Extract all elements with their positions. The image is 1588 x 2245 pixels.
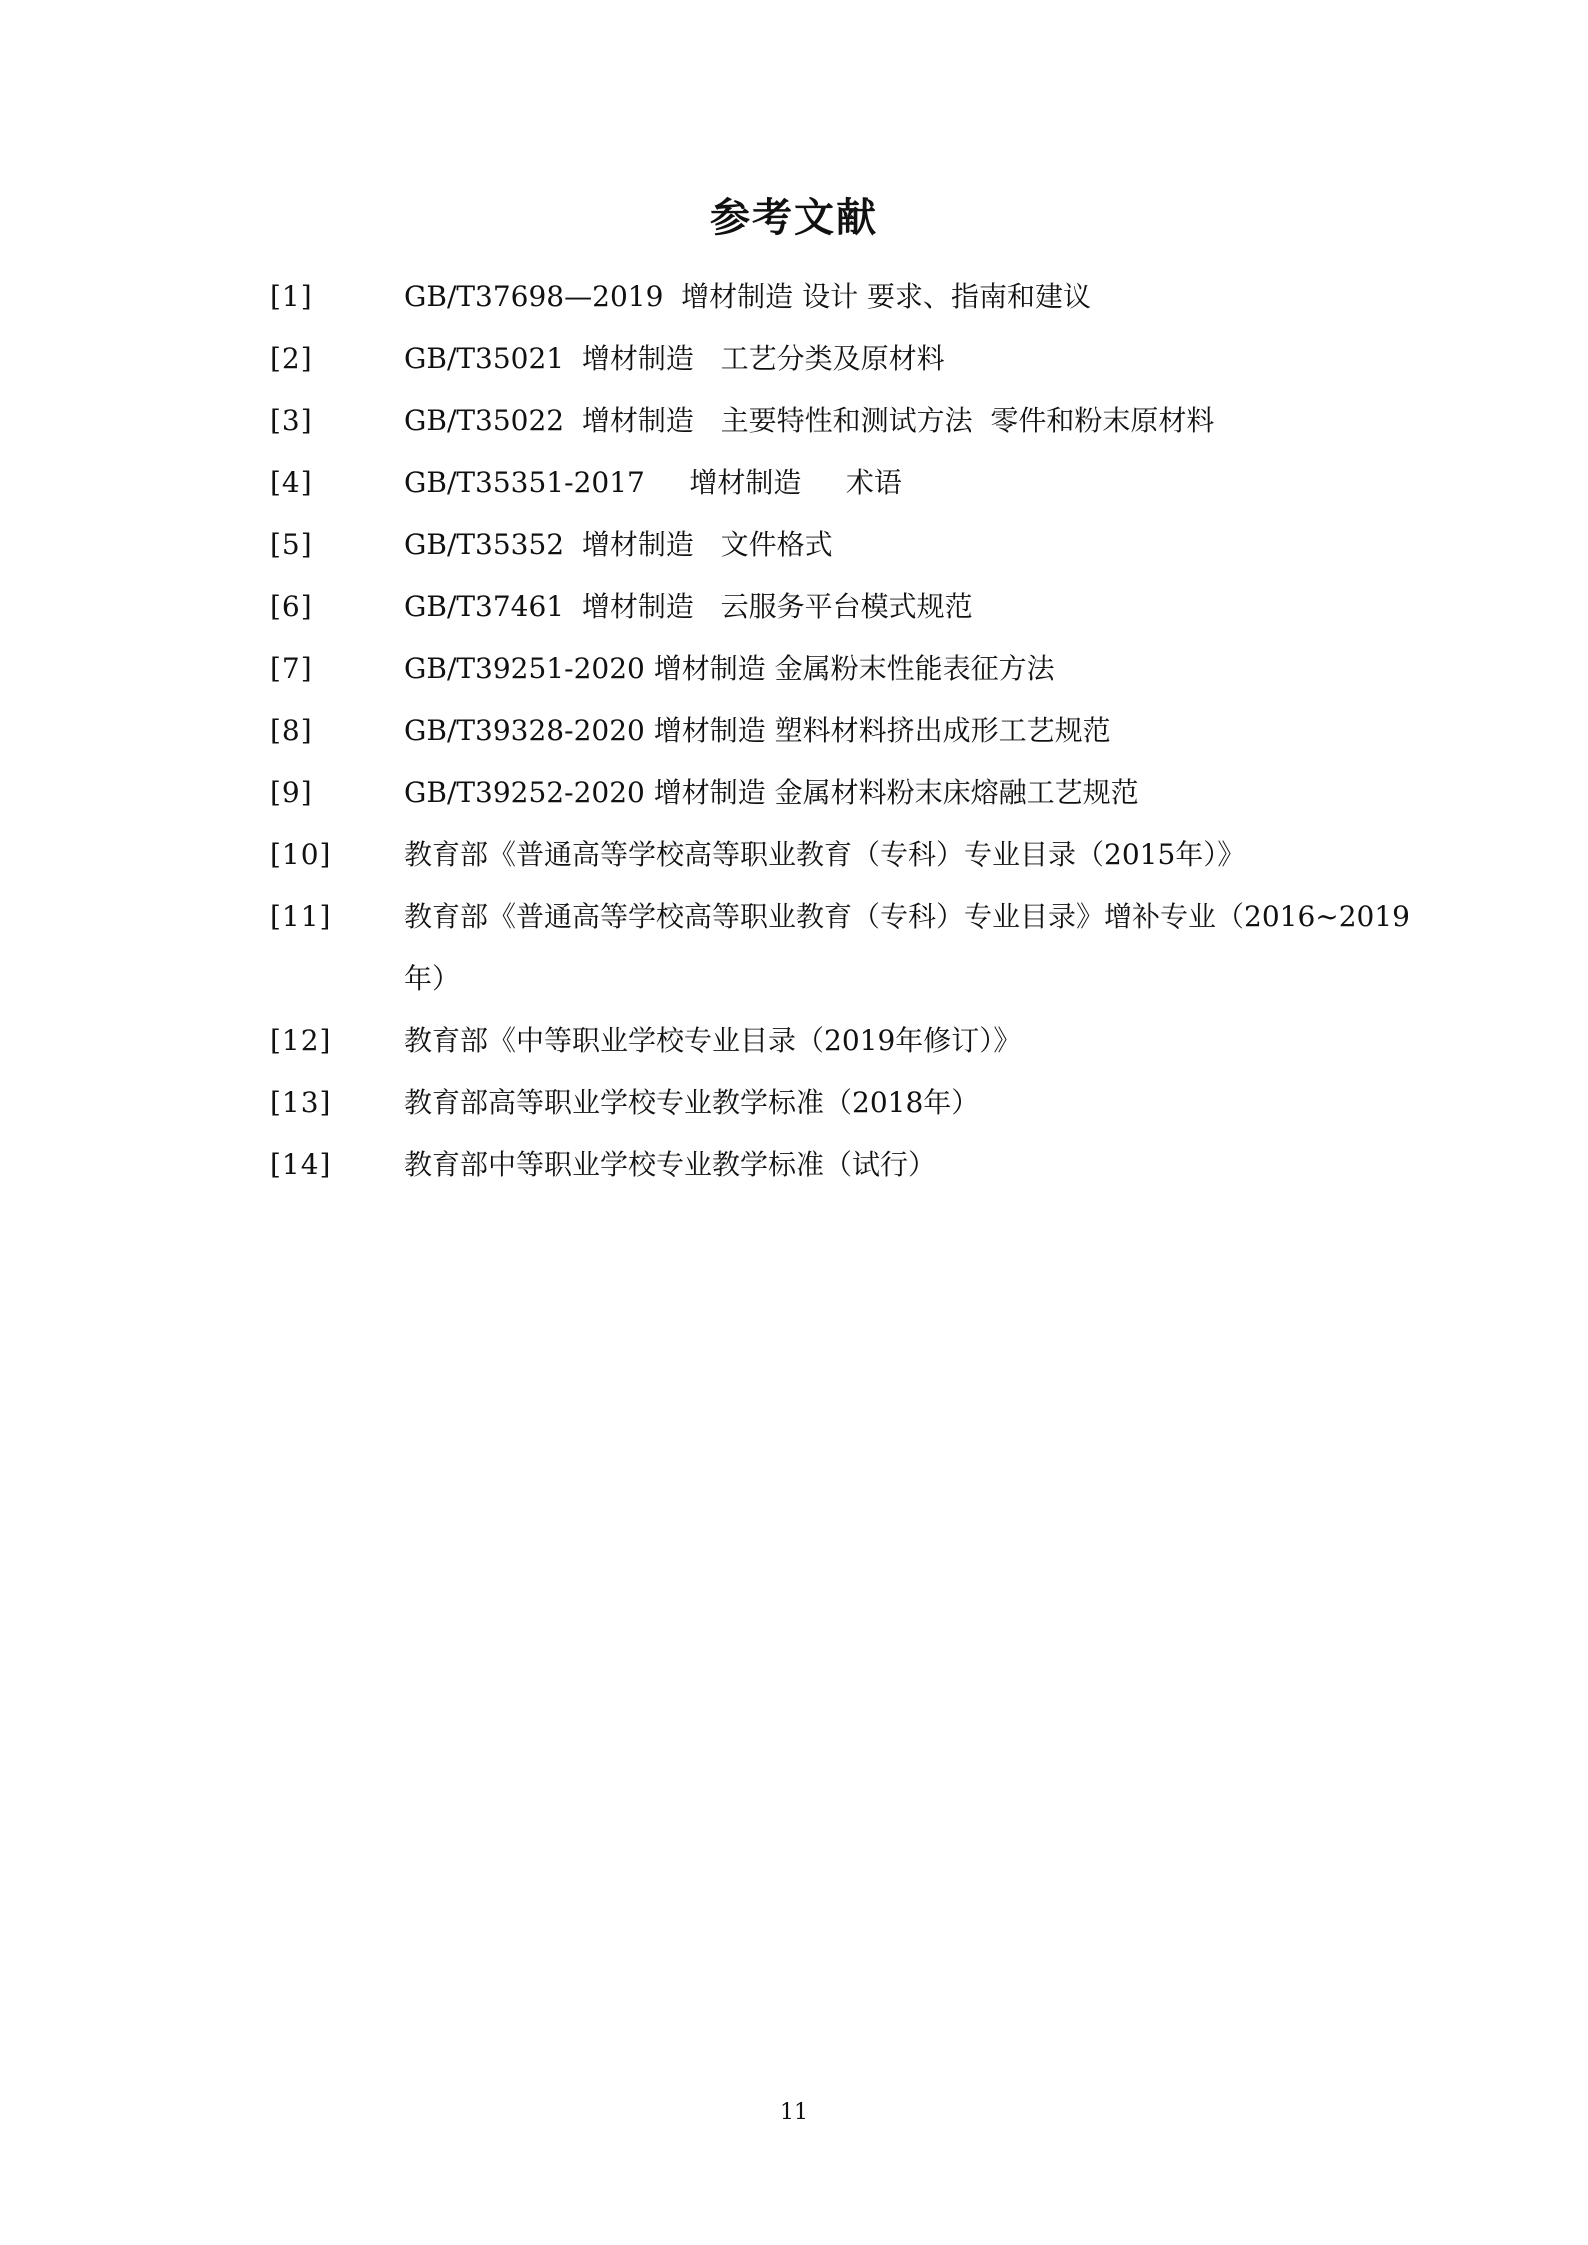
page-title: 参考文献 — [710, 195, 878, 241]
reference-number: [10] — [270, 838, 332, 871]
reference-number: [3] — [270, 404, 313, 437]
reference-text: 教育部《中等职业学校专业目录（2019年修订）》 — [404, 1024, 1022, 1057]
reference-item — [270, 328, 1420, 390]
reference-text: GB/T39252-2020 增材制造 金属材料粉末床熔融工艺规范 — [404, 776, 1139, 809]
reference-item — [270, 824, 1420, 886]
reference-number: [8] — [270, 714, 313, 747]
reference-number: [6] — [270, 590, 313, 623]
reference-item — [270, 452, 1420, 514]
reference-number: [7] — [270, 652, 313, 685]
reference-number: [9] — [270, 776, 313, 809]
reference-item — [270, 762, 1420, 824]
reference-number: [13] — [270, 1086, 332, 1119]
reference-item — [270, 1072, 1420, 1134]
reference-text: GB/T39328-2020 增材制造 塑料材料挤出成形工艺规范 — [404, 714, 1111, 747]
page-number: 11 — [780, 2100, 808, 2125]
reference-text: 教育部《普通高等学校高等职业教育（专科）专业目录》增补专业（2016~2019年） — [404, 900, 1410, 995]
reference-text: 教育部《普通高等学校高等职业教育（专科）专业目录（2015年）》 — [404, 838, 1246, 871]
reference-item — [270, 1010, 1420, 1072]
reference-number: [4] — [270, 466, 313, 499]
reference-text: 教育部高等职业学校专业教学标准（2018年） — [404, 1086, 980, 1119]
reference-item — [270, 1134, 1420, 1196]
reference-number: [14] — [270, 1148, 332, 1181]
reference-list — [270, 266, 1420, 1196]
reference-text: GB/T35022 增材制造 主要特性和测试方法 零件和粉末原材料 — [404, 404, 1215, 437]
reference-number: [5] — [270, 528, 313, 561]
reference-item — [270, 886, 1420, 1010]
reference-item — [270, 576, 1420, 638]
reference-item — [270, 700, 1420, 762]
reference-text: GB/T37461 增材制造 云服务平台模式规范 — [404, 590, 973, 623]
reference-item — [270, 514, 1420, 576]
reference-text: GB/T35351-2017 增材制造 术语 — [404, 466, 902, 499]
reference-item — [270, 638, 1420, 700]
reference-number: [12] — [270, 1024, 332, 1057]
reference-item — [270, 390, 1420, 452]
reference-text: GB/T37698—2019 增材制造 设计 要求、指南和建议 — [404, 280, 1091, 313]
reference-text: GB/T39251-2020 增材制造 金属粉末性能表征方法 — [404, 652, 1055, 685]
reference-number: [2] — [270, 342, 313, 375]
reference-number: [11] — [270, 900, 332, 933]
reference-item — [270, 266, 1420, 328]
reference-text: GB/T35352 增材制造 文件格式 — [404, 528, 833, 561]
reference-text: GB/T35021 增材制造 工艺分类及原材料 — [404, 342, 945, 375]
reference-text: 教育部中等职业学校专业教学标准（试行） — [404, 1148, 937, 1181]
reference-number: [1] — [270, 280, 313, 313]
